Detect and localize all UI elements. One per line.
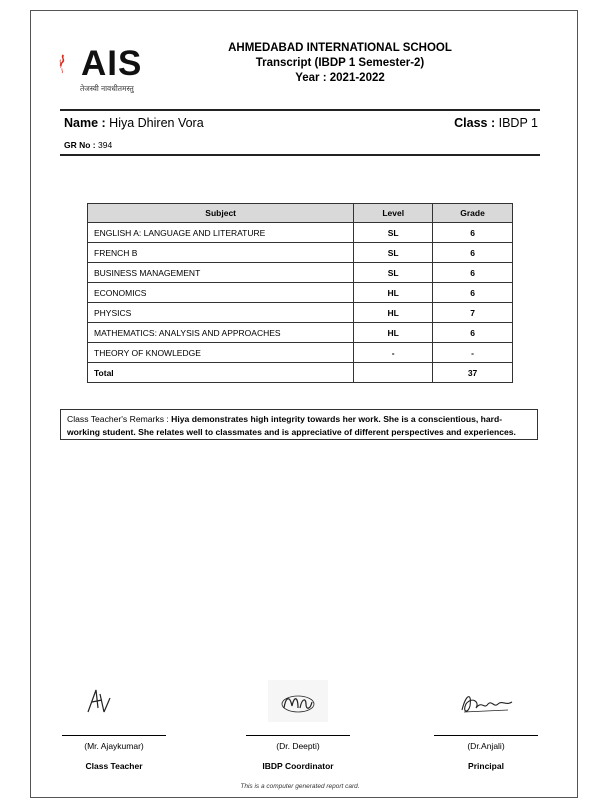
signature-line bbox=[246, 735, 350, 736]
level-cell: SL bbox=[354, 223, 433, 243]
gr-number: 394 bbox=[98, 140, 113, 150]
subject-cell: ECONOMICS bbox=[88, 283, 354, 303]
coordinator-role: IBDP Coordinator bbox=[262, 761, 334, 771]
gr-number-row bbox=[64, 140, 112, 150]
level-cell: HL bbox=[354, 303, 433, 323]
grade-cell: - bbox=[433, 343, 513, 363]
grade-cell: 6 bbox=[433, 223, 513, 243]
column-header-grade: Grade bbox=[433, 204, 513, 223]
table-header-row bbox=[88, 204, 513, 223]
level-cell: HL bbox=[354, 323, 433, 343]
table-row bbox=[88, 223, 513, 243]
class-label: Class : bbox=[454, 116, 496, 130]
table-row bbox=[88, 263, 513, 283]
student-divider bbox=[60, 154, 540, 156]
school-logo-text: AIS bbox=[81, 44, 143, 83]
class-teacher-signature bbox=[84, 686, 114, 716]
signature-line bbox=[434, 735, 538, 736]
table-row bbox=[88, 283, 513, 303]
grades-table bbox=[87, 203, 513, 383]
subject-cell: PHYSICS bbox=[88, 303, 354, 323]
grade-cell: 6 bbox=[433, 323, 513, 343]
column-header-subject: Subject bbox=[88, 204, 354, 223]
level-cell: - bbox=[354, 343, 433, 363]
name-label: Name : bbox=[64, 116, 106, 130]
subject-cell: BUSINESS MANAGEMENT bbox=[88, 263, 354, 283]
table-row bbox=[88, 243, 513, 263]
total-row bbox=[88, 363, 513, 383]
ibdp-coordinator-signature bbox=[268, 680, 328, 722]
signature-line bbox=[62, 735, 166, 736]
subject-cell: MATHEMATICS: ANALYSIS AND APPROACHES bbox=[88, 323, 354, 343]
grade-cell: 6 bbox=[433, 263, 513, 283]
principal-name: (Dr.Anjali) bbox=[467, 741, 505, 751]
header-divider bbox=[60, 109, 540, 111]
school-tagline: तेजस्वी नावधीतमस्तु bbox=[80, 84, 134, 93]
level-cell: SL bbox=[354, 263, 433, 283]
subject-cell: THEORY OF KNOWLEDGE bbox=[88, 343, 354, 363]
coordinator-name: (Dr. Deepti) bbox=[276, 741, 320, 751]
table-row bbox=[88, 303, 513, 323]
grade-cell: 6 bbox=[433, 283, 513, 303]
gr-label: GR No : bbox=[64, 140, 96, 150]
grade-cell: 6 bbox=[433, 243, 513, 263]
level-cell: SL bbox=[354, 243, 433, 263]
grade-cell: 7 bbox=[433, 303, 513, 323]
table-row bbox=[88, 323, 513, 343]
remarks-label: Class Teacher's Remarks : bbox=[67, 414, 172, 424]
total-label: Total bbox=[88, 363, 354, 383]
subject-cell: ENGLISH A: LANGUAGE AND LITERATURE bbox=[88, 223, 354, 243]
total-level-cell bbox=[354, 363, 433, 383]
student-name: Hiya Dhiren Vora bbox=[109, 116, 204, 130]
column-header-level: Level bbox=[354, 204, 433, 223]
remarks-text: Hiya demonstrates high integrity towards her work. She is a conscientious, hard-working student. She relates well to classmates and is appreciative of different perspectives and experiences. bbox=[67, 414, 516, 437]
level-cell: HL bbox=[354, 283, 433, 303]
school-name: AHMEDABAD INTERNATIONAL SCHOOL bbox=[228, 42, 452, 54]
student-class-row bbox=[454, 116, 538, 130]
student-name-row bbox=[64, 116, 204, 130]
transcript-title: Transcript (IBDP 1 Semester-2) bbox=[255, 57, 425, 69]
student-class: IBDP 1 bbox=[498, 116, 538, 130]
teacher-remarks-box bbox=[60, 409, 538, 440]
principal-role: Principal bbox=[468, 761, 504, 771]
academic-year: Year : 2021-2022 bbox=[295, 72, 385, 84]
footer-note: This is a computer generated report card. bbox=[240, 783, 360, 790]
total-grade: 37 bbox=[433, 363, 513, 383]
class-teacher-name: (Mr. Ajaykumar) bbox=[84, 741, 144, 751]
table-row bbox=[88, 343, 513, 363]
subject-cell: FRENCH B bbox=[88, 243, 354, 263]
class-teacher-role: Class Teacher bbox=[85, 761, 143, 771]
principal-signature bbox=[458, 688, 518, 716]
